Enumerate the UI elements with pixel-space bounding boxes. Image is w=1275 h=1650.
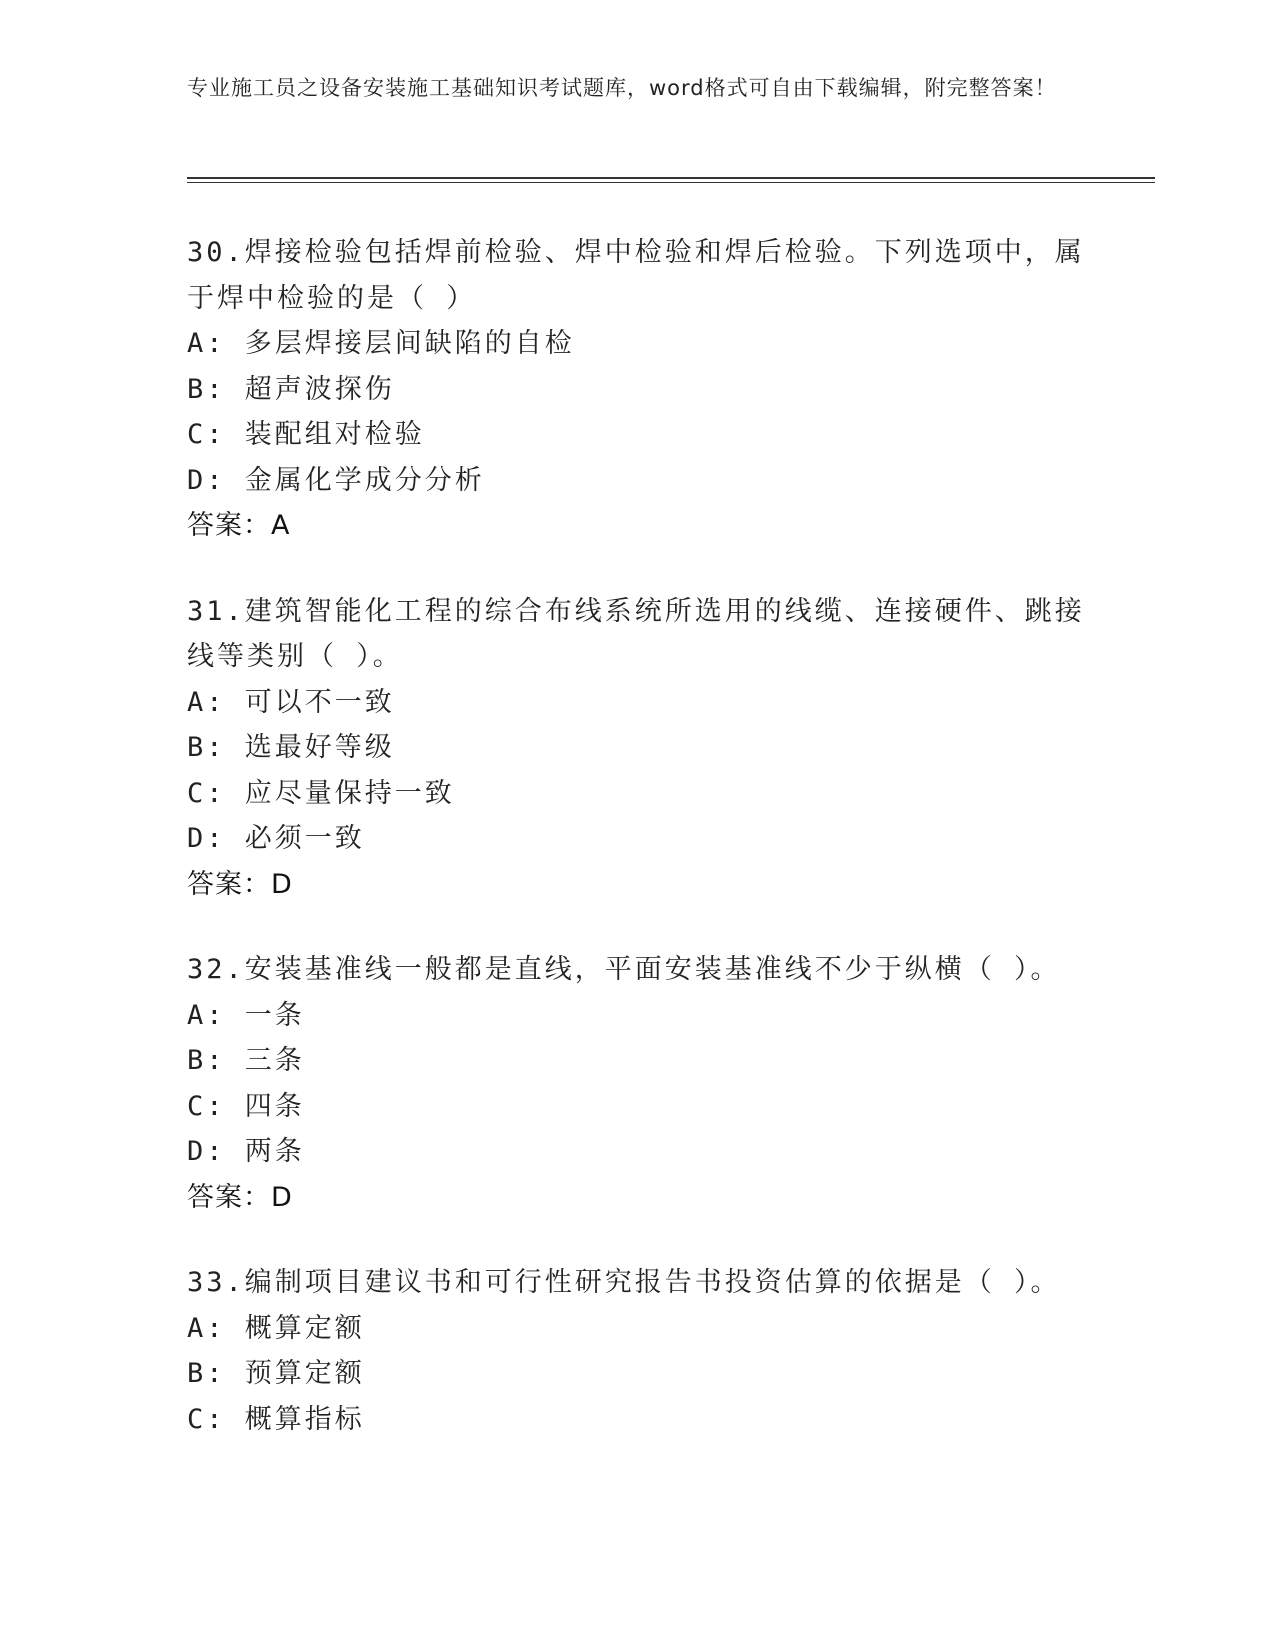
option-b: B: 三条: [187, 1045, 305, 1076]
option-c: C: 四条: [187, 1090, 305, 1122]
question-31: [187, 589, 1087, 908]
question-32: [187, 947, 1087, 1220]
option-d: D: 必须一致: [187, 823, 365, 854]
option-c: C: 装配组对检验: [187, 419, 425, 450]
option-a: A: 多层焊接层间缺陷的自检: [187, 328, 575, 359]
question-stem: 31.建筑智能化工程的综合布线系统所选用的线缆、连接硬件、跳接线等类别（ ）。: [187, 595, 1085, 672]
option-c: C: 概算指标: [187, 1403, 365, 1435]
option-b: B: 选最好等级: [187, 732, 395, 763]
answer-line: 答案：D: [187, 868, 293, 900]
option-d: D: 两条: [187, 1136, 305, 1167]
option-b: B: 预算定额: [187, 1358, 365, 1389]
question-stem: 32.安装基准线一般都是直线，平面安装基准线不少于纵横（ ）。: [187, 954, 1061, 985]
option-c: C: 应尽量保持一致: [187, 777, 455, 809]
question-stem: 33.编制项目建议书和可行性研究报告书投资估算的依据是（ ）。: [187, 1267, 1061, 1298]
question-list: [187, 230, 1087, 1482]
question-33: [187, 1260, 1087, 1442]
option-a: A: 可以不一致: [187, 686, 395, 718]
option-d: D: 金属化学成分分析: [187, 464, 485, 496]
document-header: 专业施工员之设备安装施工基础知识考试题库，word格式可自由下载编辑，附完整答案！: [187, 76, 1057, 100]
header-rule-thick: [187, 177, 1155, 179]
option-a: A: 一条: [187, 999, 305, 1031]
answer-line: 答案：A: [187, 510, 291, 541]
option-b: B: 超声波探伤: [187, 373, 395, 405]
answer-line: 答案：D: [187, 1181, 293, 1213]
header-rule-thin: [187, 182, 1155, 183]
question-stem: 30.焊接检验包括焊前检验、焊中检验和焊后检验。下列选项中，属于焊中检验的是（ ）: [187, 237, 1085, 314]
question-30: [187, 230, 1087, 549]
option-a: A: 概算定额: [187, 1312, 365, 1344]
